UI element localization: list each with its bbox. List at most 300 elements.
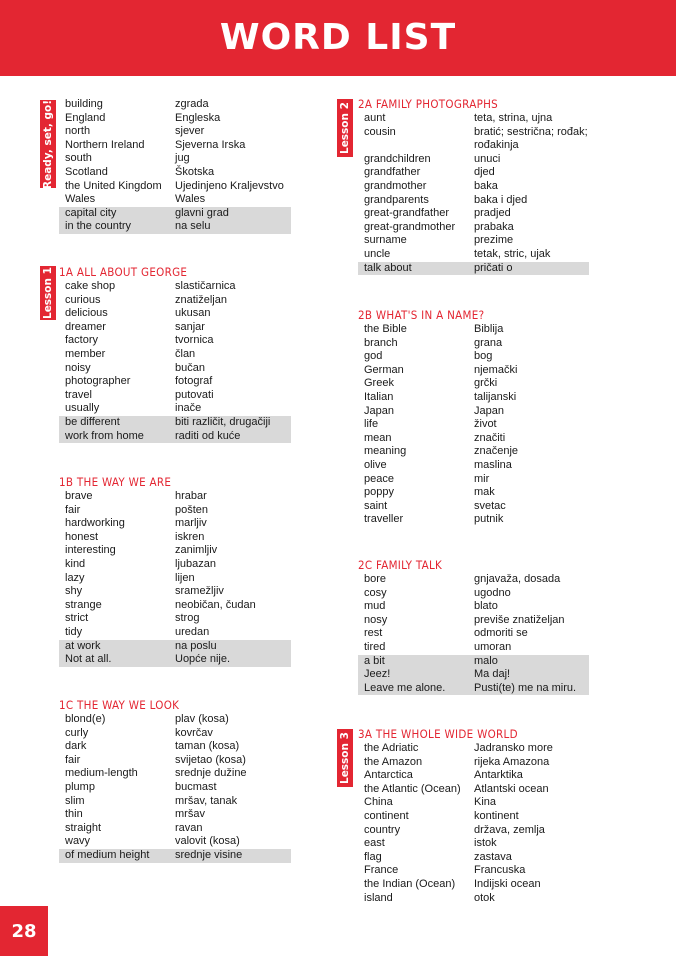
croatian-translation: prabaka bbox=[474, 220, 514, 233]
english-word: brave bbox=[65, 490, 93, 502]
english-word: China bbox=[364, 796, 393, 809]
croatian-translation: biti različit, drugačiji bbox=[175, 415, 271, 428]
croatian-translation: ravan bbox=[175, 821, 203, 834]
word-rows bbox=[59, 490, 291, 667]
word-row bbox=[59, 640, 291, 654]
croatian-translation: Jadransko more bbox=[474, 742, 553, 754]
word-row bbox=[358, 600, 589, 614]
croatian-translation: Antarktika bbox=[474, 769, 523, 782]
english-word: Japan bbox=[364, 404, 394, 417]
croatian-translation: ljubazan bbox=[175, 557, 216, 570]
word-row bbox=[358, 126, 589, 153]
croatian-translation: malo bbox=[474, 654, 498, 667]
word-row bbox=[358, 234, 589, 248]
english-word: hardworking bbox=[65, 517, 125, 530]
word-row bbox=[59, 822, 291, 836]
word-row bbox=[59, 166, 291, 180]
english-word: strange bbox=[65, 598, 102, 611]
croatian-translation: mir bbox=[474, 472, 490, 485]
word-row bbox=[59, 653, 291, 667]
word-row bbox=[358, 323, 589, 337]
croatian-translation: otok bbox=[474, 891, 495, 904]
croatian-translation: istok bbox=[474, 837, 497, 850]
english-word: medium-length bbox=[65, 767, 138, 780]
croatian-translation: ukusan bbox=[175, 307, 211, 320]
croatian-translation: maslina bbox=[474, 458, 512, 471]
word-row bbox=[358, 262, 589, 276]
english-word: island bbox=[364, 891, 393, 904]
english-word: curious bbox=[65, 293, 101, 306]
english-word: in the country bbox=[65, 220, 132, 233]
word-row bbox=[59, 139, 291, 153]
croatian-translation: marljiv bbox=[175, 517, 207, 530]
croatian-translation: uredan bbox=[175, 625, 210, 638]
section-2b bbox=[358, 308, 589, 527]
word-row bbox=[358, 500, 589, 514]
croatian-translation: tvornica bbox=[175, 334, 214, 347]
english-word: at work bbox=[65, 639, 101, 652]
english-word: England bbox=[65, 111, 106, 124]
word-row bbox=[59, 544, 291, 558]
croatian-translation: ugodno bbox=[474, 586, 511, 599]
croatian-translation: srednje visine bbox=[175, 848, 243, 861]
croatian-translation: bratić; sestrična; rođak; rođakinja bbox=[474, 125, 588, 152]
english-word: grandmother bbox=[364, 179, 427, 192]
croatian-translation: život bbox=[474, 418, 497, 431]
word-row bbox=[59, 193, 291, 207]
word-row bbox=[59, 754, 291, 768]
word-row bbox=[358, 513, 589, 527]
croatian-translation: mršav, tanak bbox=[175, 794, 238, 807]
croatian-translation: unuci bbox=[474, 152, 501, 165]
word-row bbox=[59, 767, 291, 781]
page-number: 28 bbox=[0, 906, 48, 956]
word-row bbox=[358, 769, 589, 783]
english-word: continent bbox=[364, 809, 409, 822]
english-word: travel bbox=[65, 388, 92, 401]
tab-lesson-2: Lesson 2 bbox=[337, 100, 353, 157]
word-row bbox=[59, 416, 291, 430]
croatian-translation: baka bbox=[474, 179, 498, 192]
word-row bbox=[358, 432, 589, 446]
croatian-translation: svetac bbox=[474, 499, 506, 512]
croatian-translation: plav (kosa) bbox=[175, 713, 229, 725]
croatian-translation: član bbox=[175, 347, 196, 360]
croatian-translation: Ujedinjeno Kraljevstvo bbox=[175, 179, 284, 192]
word-row bbox=[59, 220, 291, 234]
croatian-translation: Biblija bbox=[474, 323, 504, 335]
word-row bbox=[59, 849, 291, 863]
english-word: the Indian (Ocean) bbox=[364, 877, 456, 890]
english-word: France bbox=[364, 864, 399, 877]
section-title: 3A THE WHOLE WIDE WORLD bbox=[358, 727, 518, 741]
word-row bbox=[358, 405, 589, 419]
word-row bbox=[59, 740, 291, 754]
word-row bbox=[358, 627, 589, 641]
word-row bbox=[358, 166, 589, 180]
english-word: Scotland bbox=[65, 165, 108, 178]
word-row bbox=[358, 180, 589, 194]
english-word: poppy bbox=[364, 486, 394, 499]
word-row bbox=[358, 391, 589, 405]
english-word: peace bbox=[364, 472, 394, 485]
croatian-translation: hrabar bbox=[175, 490, 207, 502]
word-row bbox=[59, 98, 291, 112]
english-word: Jeez! bbox=[364, 668, 391, 681]
english-word: nosy bbox=[364, 613, 388, 626]
croatian-translation: bucmast bbox=[175, 780, 217, 793]
word-rows bbox=[358, 112, 589, 275]
croatian-translation: blato bbox=[474, 600, 498, 613]
english-word: Not at all. bbox=[65, 653, 112, 666]
english-word: cake shop bbox=[65, 280, 116, 292]
croatian-translation: strog bbox=[175, 612, 200, 625]
english-word: grandparents bbox=[364, 193, 429, 206]
croatian-translation: teta, strina, ujna bbox=[474, 112, 553, 124]
english-word: saint bbox=[364, 499, 388, 512]
croatian-translation: bučan bbox=[175, 361, 205, 374]
croatian-translation: odmoriti se bbox=[474, 627, 528, 640]
english-word: grandfather bbox=[364, 166, 421, 179]
english-word: talk about bbox=[364, 261, 412, 274]
croatian-translation: bog bbox=[474, 350, 493, 363]
english-word: strict bbox=[65, 612, 89, 625]
croatian-translation: glavni grad bbox=[175, 206, 229, 219]
english-word: the United Kingdom bbox=[65, 179, 162, 192]
croatian-translation: baka i djed bbox=[474, 193, 528, 206]
english-word: the Atlantic (Ocean) bbox=[364, 782, 461, 795]
croatian-translation: Sjeverna Irska bbox=[175, 138, 246, 151]
word-row bbox=[59, 207, 291, 221]
english-word: olive bbox=[364, 458, 387, 471]
croatian-translation: zgrada bbox=[175, 98, 209, 110]
word-row bbox=[59, 626, 291, 640]
word-row bbox=[358, 364, 589, 378]
tab-lesson-3: Lesson 3 bbox=[337, 730, 353, 787]
section-1a bbox=[59, 265, 291, 443]
english-word: the Bible bbox=[364, 323, 407, 335]
word-row bbox=[358, 486, 589, 500]
word-row bbox=[358, 742, 589, 756]
croatian-translation: srednje dužine bbox=[175, 767, 247, 780]
english-word: uncle bbox=[364, 247, 391, 260]
word-row bbox=[358, 864, 589, 878]
word-row bbox=[59, 585, 291, 599]
english-word: meaning bbox=[364, 445, 407, 458]
english-word: dreamer bbox=[65, 320, 106, 333]
croatian-translation: pričati o bbox=[474, 261, 513, 274]
word-row bbox=[59, 781, 291, 795]
english-word: aunt bbox=[364, 112, 386, 124]
word-row bbox=[59, 362, 291, 376]
english-word: traveller bbox=[364, 513, 404, 526]
word-row bbox=[59, 490, 291, 504]
croatian-translation: na poslu bbox=[175, 639, 217, 652]
croatian-translation: previše znatiželjan bbox=[474, 613, 565, 626]
croatian-translation: Indijski ocean bbox=[474, 877, 541, 890]
croatian-translation: znatiželjan bbox=[175, 293, 227, 306]
word-row bbox=[59, 795, 291, 809]
word-row bbox=[358, 851, 589, 865]
english-word: south bbox=[65, 152, 92, 165]
word-row bbox=[59, 531, 291, 545]
word-row bbox=[358, 756, 589, 770]
croatian-translation: Pusti(te) me na miru. bbox=[474, 681, 577, 694]
croatian-translation: Uopće nije. bbox=[175, 653, 231, 666]
english-word: thin bbox=[65, 808, 83, 821]
english-word: fair bbox=[65, 753, 81, 766]
word-row bbox=[59, 375, 291, 389]
english-word: mud bbox=[364, 600, 386, 613]
croatian-translation: putovati bbox=[175, 388, 214, 401]
croatian-translation: svijetao (kosa) bbox=[175, 753, 246, 766]
croatian-translation: mršav bbox=[175, 808, 205, 821]
word-row bbox=[59, 348, 291, 362]
word-row bbox=[358, 418, 589, 432]
english-word: mean bbox=[364, 431, 392, 444]
english-word: kind bbox=[65, 557, 86, 570]
word-row bbox=[59, 180, 291, 194]
word-row bbox=[59, 727, 291, 741]
word-row bbox=[358, 682, 589, 696]
english-word: east bbox=[364, 837, 385, 850]
word-row bbox=[59, 517, 291, 531]
section-title: 2B WHAT'S IN A NAME? bbox=[358, 308, 485, 322]
word-row bbox=[358, 837, 589, 851]
word-row bbox=[358, 587, 589, 601]
english-word: great-grandfather bbox=[364, 207, 449, 220]
word-row bbox=[59, 599, 291, 613]
english-word: delicious bbox=[65, 307, 108, 320]
word-row bbox=[358, 473, 589, 487]
english-word: lazy bbox=[65, 571, 85, 584]
section-title: 1B THE WAY WE ARE bbox=[59, 475, 172, 489]
croatian-translation: značiti bbox=[474, 431, 506, 444]
english-word: Leave me alone. bbox=[364, 681, 446, 694]
section-1c bbox=[59, 698, 291, 863]
croatian-translation: sjever bbox=[175, 125, 205, 138]
croatian-translation: zanimljiv bbox=[175, 544, 218, 557]
english-word: of medium height bbox=[65, 848, 150, 861]
croatian-translation: Ma daj! bbox=[474, 668, 511, 681]
croatian-translation: slastičarnica bbox=[175, 280, 236, 292]
croatian-translation: Wales bbox=[175, 193, 206, 206]
english-word: capital city bbox=[65, 206, 117, 219]
word-row bbox=[59, 280, 291, 294]
croatian-translation: država, zemlja bbox=[474, 823, 545, 836]
tab-ready-set-go: Ready, set, go! bbox=[42, 99, 54, 190]
croatian-translation: grana bbox=[474, 336, 503, 349]
word-row bbox=[59, 504, 291, 518]
english-word: bore bbox=[364, 573, 387, 585]
word-row bbox=[358, 459, 589, 473]
section-2a bbox=[358, 97, 589, 275]
croatian-translation: rijeka Amazona bbox=[474, 755, 550, 768]
word-row bbox=[59, 307, 291, 321]
word-row bbox=[59, 558, 291, 572]
english-word: curly bbox=[65, 726, 89, 739]
section-1b bbox=[59, 475, 291, 667]
english-word: honest bbox=[65, 530, 99, 543]
english-word: building bbox=[65, 98, 103, 110]
croatian-translation: talijanski bbox=[474, 390, 517, 403]
word-rows bbox=[59, 280, 291, 443]
word-row bbox=[358, 796, 589, 810]
tab-lesson-1: Lesson 1 bbox=[42, 267, 54, 320]
croatian-translation: prezime bbox=[474, 234, 514, 247]
croatian-translation: zastava bbox=[474, 850, 512, 863]
english-word: wavy bbox=[65, 835, 91, 848]
section-title: 1A ALL ABOUT GEORGE bbox=[59, 265, 188, 279]
section-title: 2C FAMILY TALK bbox=[358, 558, 443, 572]
word-row bbox=[59, 713, 291, 727]
word-row bbox=[358, 377, 589, 391]
english-word: work from home bbox=[65, 429, 144, 442]
word-row bbox=[358, 153, 589, 167]
word-rows bbox=[358, 573, 589, 695]
english-word: tidy bbox=[65, 625, 83, 638]
word-row bbox=[358, 207, 589, 221]
croatian-translation: Kina bbox=[474, 796, 497, 809]
word-row bbox=[358, 337, 589, 351]
word-row bbox=[358, 194, 589, 208]
word-row bbox=[59, 612, 291, 626]
word-row bbox=[59, 152, 291, 166]
croatian-translation: Japan bbox=[474, 404, 504, 417]
english-word: surname bbox=[364, 234, 407, 247]
english-word: plump bbox=[65, 780, 95, 793]
english-word: blond(e) bbox=[65, 713, 106, 725]
croatian-translation: sanjar bbox=[175, 320, 205, 333]
word-row bbox=[358, 248, 589, 262]
english-word: flag bbox=[364, 850, 382, 863]
english-word: the Amazon bbox=[364, 755, 423, 768]
croatian-translation: Atlantski ocean bbox=[474, 782, 549, 795]
word-row bbox=[358, 445, 589, 459]
word-row bbox=[358, 878, 589, 892]
english-word: a bit bbox=[364, 654, 385, 667]
word-row bbox=[358, 573, 589, 587]
croatian-translation: kovrčav bbox=[175, 726, 213, 739]
english-word: noisy bbox=[65, 361, 91, 374]
word-rows bbox=[59, 98, 291, 234]
english-word: photographer bbox=[65, 375, 131, 388]
word-row bbox=[358, 350, 589, 364]
croatian-translation: fotograf bbox=[175, 375, 213, 388]
word-row bbox=[358, 112, 589, 126]
word-row bbox=[358, 655, 589, 669]
croatian-translation: kontinent bbox=[474, 809, 519, 822]
english-word: great-grandmother bbox=[364, 220, 456, 233]
word-row bbox=[358, 641, 589, 655]
croatian-translation: inače bbox=[175, 402, 202, 415]
english-word: god bbox=[364, 350, 383, 363]
english-word: branch bbox=[364, 336, 398, 349]
english-word: Italian bbox=[364, 390, 394, 403]
croatian-translation: Francuska bbox=[474, 864, 526, 877]
english-word: Antarctica bbox=[364, 769, 413, 782]
english-word: the Adriatic bbox=[364, 742, 419, 754]
english-word: fair bbox=[65, 503, 81, 516]
word-row bbox=[358, 892, 589, 906]
croatian-translation: značenje bbox=[474, 445, 519, 458]
section-title: 2A FAMILY PHOTOGRAPHS bbox=[358, 97, 499, 111]
croatian-translation: iskren bbox=[175, 530, 205, 543]
english-word: slim bbox=[65, 794, 85, 807]
word-row bbox=[59, 430, 291, 444]
word-row bbox=[358, 668, 589, 682]
croatian-translation: na selu bbox=[175, 220, 211, 233]
english-word: usually bbox=[65, 402, 100, 415]
croatian-translation: pradjed bbox=[474, 207, 511, 220]
croatian-translation: putnik bbox=[474, 513, 504, 526]
croatian-translation: pošten bbox=[175, 503, 209, 516]
english-word: Northern Ireland bbox=[65, 138, 145, 151]
english-word: cosy bbox=[364, 586, 387, 599]
english-word: rest bbox=[364, 627, 383, 640]
english-word: be different bbox=[65, 415, 120, 428]
english-word: Wales bbox=[65, 193, 96, 206]
english-word: member bbox=[65, 347, 106, 360]
word-row bbox=[358, 614, 589, 628]
english-word: Greek bbox=[364, 377, 394, 390]
word-row bbox=[358, 221, 589, 235]
croatian-translation: lijen bbox=[175, 571, 195, 584]
word-row bbox=[358, 824, 589, 838]
croatian-translation: neobičan, čudan bbox=[175, 598, 256, 611]
croatian-translation: gnjavaža, dosada bbox=[474, 573, 561, 585]
word-row bbox=[59, 402, 291, 416]
english-word: shy bbox=[65, 585, 83, 598]
word-rows bbox=[59, 713, 291, 863]
word-row bbox=[358, 783, 589, 797]
croatian-translation: mak bbox=[474, 486, 495, 499]
english-word: north bbox=[65, 125, 91, 138]
croatian-translation: njemački bbox=[474, 363, 518, 376]
croatian-translation: grčki bbox=[474, 377, 498, 390]
croatian-translation: Engleska bbox=[175, 111, 221, 124]
croatian-translation: jug bbox=[175, 152, 190, 165]
english-word: tired bbox=[364, 640, 386, 653]
english-word: life bbox=[364, 418, 379, 431]
english-word: dark bbox=[65, 740, 87, 753]
section-3a bbox=[358, 727, 589, 905]
page-title: WORD LIST bbox=[219, 17, 457, 58]
english-word: grandchildren bbox=[364, 152, 431, 165]
english-word: cousin bbox=[364, 125, 396, 138]
english-word: factory bbox=[65, 334, 99, 347]
word-row bbox=[59, 294, 291, 308]
section-2c bbox=[358, 558, 589, 695]
word-row bbox=[59, 572, 291, 586]
croatian-translation: djed bbox=[474, 166, 495, 179]
word-row bbox=[59, 125, 291, 139]
croatian-translation: umoran bbox=[474, 640, 512, 653]
word-row bbox=[59, 112, 291, 126]
english-word: country bbox=[364, 823, 401, 836]
word-row bbox=[59, 835, 291, 849]
english-word: straight bbox=[65, 821, 102, 834]
word-row bbox=[59, 389, 291, 403]
croatian-translation: valovit (kosa) bbox=[175, 835, 240, 848]
word-row bbox=[59, 321, 291, 335]
word-rows bbox=[358, 323, 589, 527]
english-word: German bbox=[364, 363, 404, 376]
section-ready bbox=[59, 98, 291, 234]
word-row bbox=[59, 808, 291, 822]
croatian-translation: Škotska bbox=[175, 165, 215, 178]
word-row bbox=[358, 810, 589, 824]
